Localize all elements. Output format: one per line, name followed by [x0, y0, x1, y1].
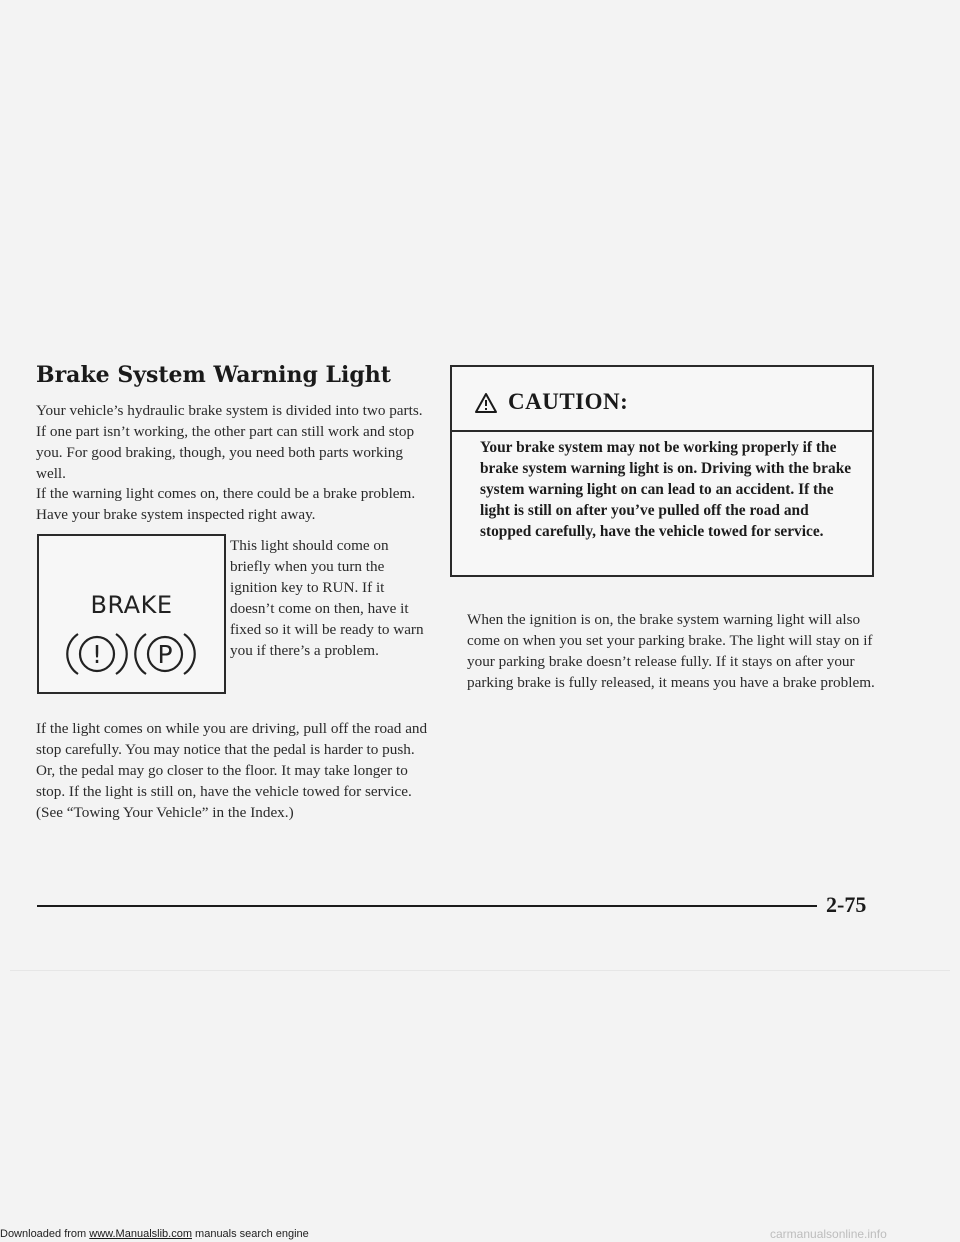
scan-edge	[10, 970, 950, 971]
page-rule	[37, 905, 817, 907]
brake-warning-icon	[67, 634, 126, 674]
caution-header	[452, 367, 872, 432]
exclamation-glyph: !	[91, 640, 103, 669]
caution-box	[450, 365, 874, 577]
caution-title: CAUTION:	[508, 389, 629, 414]
brake-indicator-label: BRAKE	[90, 591, 173, 619]
watermark: carmanualsonline.info	[770, 1227, 887, 1241]
warning-triangle-icon	[474, 392, 498, 414]
page-number: 2-75	[826, 892, 867, 917]
footer-suffix: manuals search engine	[191, 1228, 309, 1240]
parking-paragraph: When the ignition is on, the brake system warning light will also come on when you set your parking brake. The light will stay on if your parking brake doesn’t release fully. If it stays on after your parking brake is fully released, it means you have a brake problem.	[467, 611, 875, 691]
intro-paragraph: Your vehicle’s hydraulic brake system is divided into two parts. If one part isn’t working, the other part can still work and stop you. For good braking, though, you need both parts working well.	[36, 402, 423, 482]
park-glyph: P	[157, 640, 173, 669]
brake-symbols	[66, 628, 196, 680]
light-description: This light should come on briefly when you turn the ignition key to RUN. If it doesn’t come on then, have it fixed so it will be ready to warn you if there’s a problem.	[230, 537, 424, 659]
download-footer	[0, 1228, 309, 1240]
brake-indicator-illustration	[37, 534, 226, 694]
warning-paragraph: If the warning light comes on, there could be a brake problem. Have your brake system inspected right away.	[36, 485, 416, 523]
caution-text: Your brake system may not be working properly if the brake system warning light is on. Driving with the brake system warning light on can lead to an accident. If the light is still on after you’ve pulled off the road and stopped carefully, have the vehicle towed for service.	[480, 439, 852, 540]
section-title: Brake System Warning Light	[36, 362, 391, 388]
parking-brake-icon	[135, 634, 194, 674]
driving-paragraph: If the light comes on while you are driving, pull off the road and stop carefully. You may notice that the pedal is harder to push. Or, the pedal may go closer to the floor. It may take longer to stop. If the light is still on, have the vehicle towed for service. (See “Towing Your Vehicle” in the Index.)	[36, 720, 428, 821]
manualslib-link[interactable]: www.Manualslib.com	[89, 1228, 192, 1240]
footer-prefix: Downloaded from	[0, 1228, 90, 1240]
